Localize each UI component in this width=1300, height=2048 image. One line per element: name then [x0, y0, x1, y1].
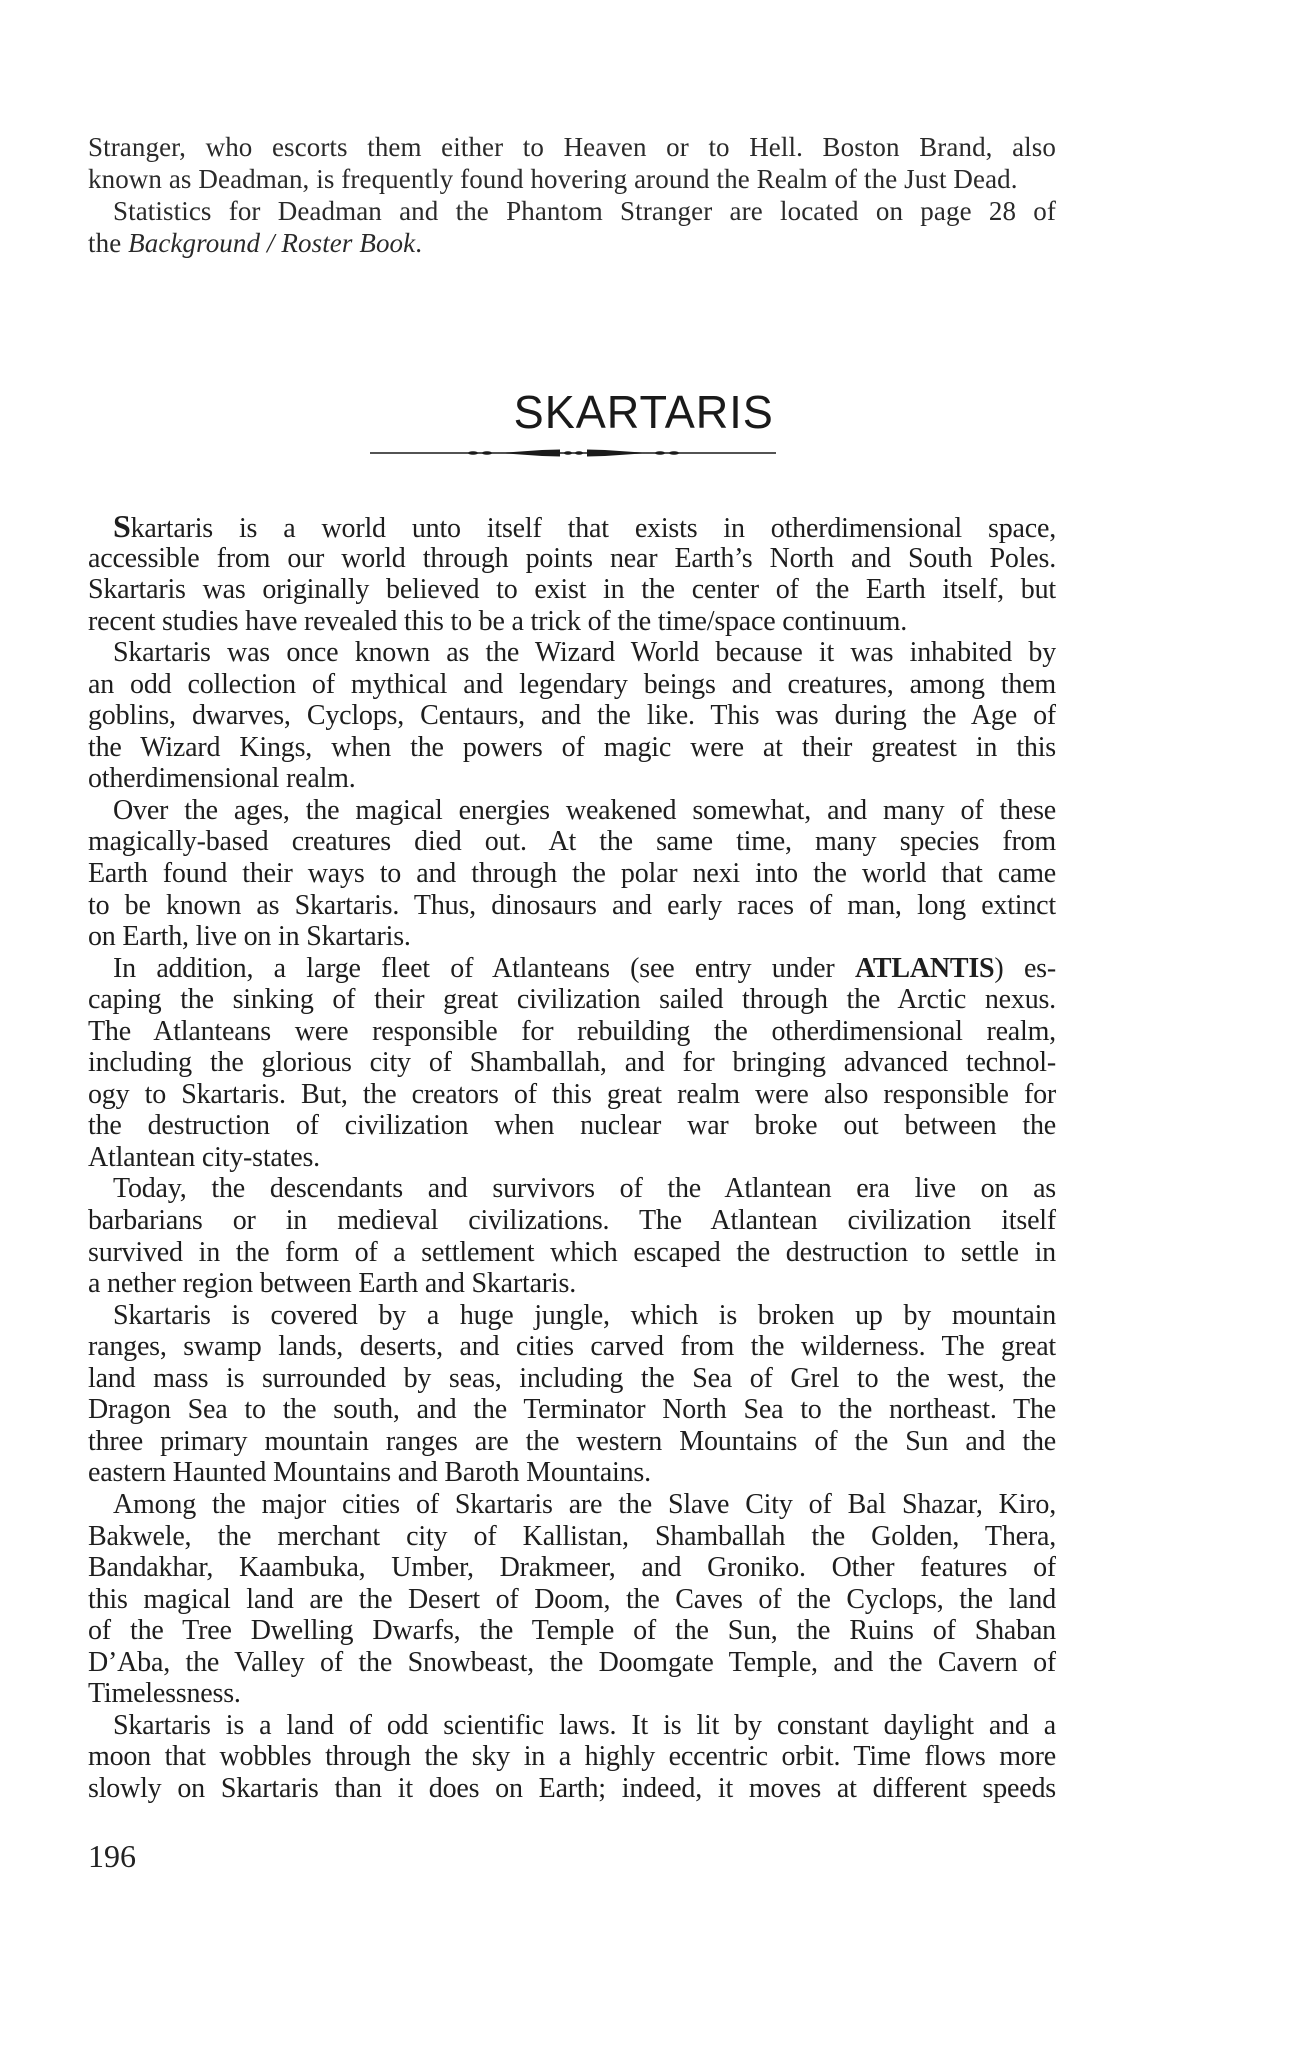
continuation-paragraph [88, 131, 1056, 259]
section-title: SKARTARIS [513, 386, 774, 438]
text-line: Among the major cities of Skartaris are the Slave City of Bal Shazar, Kiro, [113, 1488, 1056, 1520]
text-line: barbarians or in medieval civilizations. The Atlantean civilization itself [88, 1205, 1056, 1237]
text-line: Dragon Sea to the south, and the Terminator North Sea to the northeast. The [88, 1394, 1056, 1426]
text-fragment: kartaris is a world unto itself that exists in otherdimensional space, [130, 513, 1056, 543]
text-line: slowly on Skartaris than it does on Earth; indeed, it moves at different speeds [88, 1772, 1056, 1804]
text-line: magically-based creatures died out. At the same time, many species from [88, 826, 1056, 858]
text-line: survived in the form of a settlement which escaped the destruction to settle in [88, 1236, 1056, 1268]
text-line: accessible from our world through points near Earth’s North and South Poles. [88, 542, 1056, 574]
text-line: the destruction of civilization when nuclear war broke out between the [88, 1110, 1056, 1142]
ornamental-rule-icon [370, 446, 776, 460]
text-line: the Wizard Kings, when the powers of magic were at their greatest in this [88, 731, 1056, 763]
text-line: recent studies have revealed this to be a trick of the time/space continuum. [88, 605, 908, 637]
text-fragment: ) es- [994, 952, 1056, 984]
text-line: D’Aba, the Valley of the Snowbeast, the Doomgate Temple, and the Cavern of [88, 1646, 1056, 1678]
text-line: Stranger, who escorts them either to Heaven or to Hell. Boston Brand, also [88, 132, 1056, 162]
text-line: The Atlanteans were responsible for rebuilding the otherdimensional realm, [88, 1015, 1056, 1047]
text-line: Skartaris was originally believed to exist in the center of the Earth itself, but [88, 574, 1056, 606]
text-line: known as Deadman, is frequently found hovering around the Realm of the Just Dead. [88, 164, 1018, 194]
text-line: land mass is surrounded by seas, including the Sea of Grel to the west, the [88, 1362, 1056, 1394]
text-line: including the glorious city of Shamballah, and for bringing advanced technol- [88, 1047, 1056, 1079]
text-line: moon that wobbles through the sky in a highly eccentric orbit. Time flows more [88, 1741, 1056, 1773]
text-line: Earth found their ways to and through the polar nexi into the world that came [88, 858, 1056, 890]
text-line: a nether region between Earth and Skartaris. [88, 1268, 576, 1300]
text-line: Skartaris was once known as the Wizard World because it was inhabited by [113, 637, 1056, 669]
text-line: goblins, dwarves, Cyclops, Centaurs, and the like. This was during the Age of [88, 700, 1056, 732]
text-line: Atlantean city-states. [88, 1141, 320, 1173]
text-line: caping the sinking of their great civilization sailed through the Arctic nexus. [88, 984, 1056, 1016]
text-line [88, 227, 1056, 259]
text-line [88, 511, 1056, 543]
book-reference: Background / Roster Book [128, 228, 416, 258]
text-line: Skartaris is covered by a huge jungle, which is broken up by mountain [113, 1299, 1056, 1331]
text-line: Over the ages, the magical energies weakened somewhat, and many of these [113, 794, 1056, 826]
drop-cap: S [113, 511, 131, 543]
section-heading [0, 386, 1300, 438]
text-line: Bakwele, the merchant city of Kallistan, Shamballah the Golden, Thera, [88, 1520, 1056, 1552]
text-line: Timelessness. [88, 1678, 241, 1710]
text-fragment: the [88, 228, 129, 258]
text-line [88, 953, 1056, 985]
text-line: Bandakhar, Kaambuka, Umber, Drakmeer, and Groniko. Other features of [88, 1552, 1056, 1584]
text-fragment: . [415, 228, 423, 258]
text-line: this magical land are the Desert of Doom, the Caves of the Cyclops, the land [88, 1583, 1056, 1615]
text-line: ranges, swamp lands, deserts, and cities carved from the wilderness. The great [88, 1331, 1056, 1363]
text-line: Statistics for Deadman and the Phantom Stranger are located on page 28 of [113, 196, 1056, 226]
text-line: on Earth, live on in Skartaris. [88, 921, 411, 953]
cross-reference-atlantis: ATLANTIS [854, 952, 995, 984]
text-line: of the Tree Dwelling Dwarfs, the Temple of the Sun, the Ruins of Shaban [88, 1615, 1056, 1647]
page-number: 196 [88, 1838, 136, 1874]
text-line: Skartaris is a land of odd scientific laws. It is lit by constant daylight and a [113, 1709, 1056, 1741]
article-body [88, 511, 1056, 1804]
text-line: to be known as Skartaris. Thus, dinosaurs and early races of man, long extinct [88, 889, 1056, 921]
text-line: an odd collection of mythical and legendary beings and creatures, among them [88, 668, 1056, 700]
text-line: ogy to Skartaris. But, the creators of this great realm were also responsible for [88, 1078, 1056, 1110]
text-line: eastern Haunted Mountains and Baroth Mountains. [88, 1457, 651, 1489]
text-line: otherdimensional realm. [88, 763, 356, 795]
text-line: three primary mountain ranges are the western Mountains of the Sun and the [88, 1425, 1056, 1457]
text-line: Today, the descendants and survivors of the Atlantean era live on as [113, 1173, 1056, 1205]
text-fragment: In addition, a large fleet of Atlanteans (see entry under [113, 952, 855, 984]
